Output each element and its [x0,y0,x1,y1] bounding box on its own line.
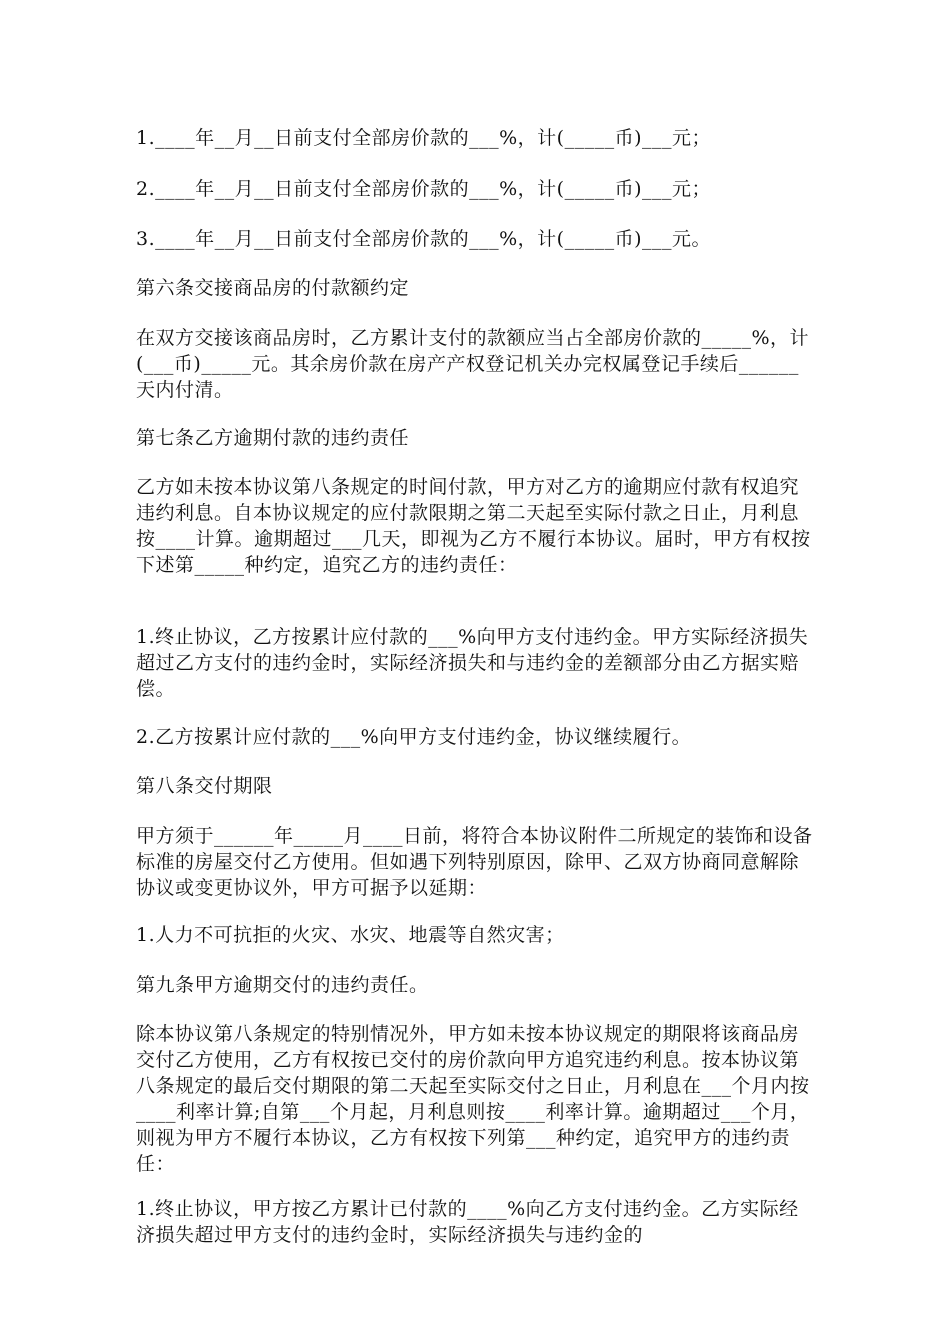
article-9-option-1: 1.终止协议，甲方按乙方累计已付款的____%向乙方支付违约金。乙方实际经济损失超过甲方支付的违约金时，实际经济损失与违约金的 [136,1198,799,1246]
article-7-body: 乙方如未按本协议第八条规定的时间付款，甲方对乙方的逾期应付款有权追究违约利息。自本协议规定的应付款限期之第二天起至实际付款之日止，月利息按____计算。逾期超过___几天，即视为乙方不履行本协议。届时，甲方有权按下述第_____种约定，追究乙方的违约责任： [136,476,811,576]
article-8-body: 甲方须于______年_____月____日前，将符合本协议附件二所规定的装饰和设备标准的房屋交付乙方使用。但如遇下列特别原因，除甲、乙双方协商同意解除协议或变更协议外，甲方可据予以延期： [136,825,813,899]
payment-item-2: 2.____年__月__日前支付全部房价款的___%，计(_____币)___元； [136,178,712,200]
article-9-heading: 第九条甲方逾期交付的违约责任。 [136,974,429,996]
payment-item-1: 1.____年__月__日前支付全部房价款的___%，计(_____币)___元； [136,127,712,149]
article-8-heading: 第八条交付期限 [136,775,273,797]
article-7-heading: 第七条乙方逾期付款的违约责任 [136,427,410,449]
article-7-option-2: 2.乙方按累计应付款的___%向甲方支付违约金，协议继续履行。 [136,726,692,748]
payment-item-3: 3.____年__月__日前支付全部房价款的___%，计(_____币)___元。 [136,228,712,250]
article-9-body: 除本协议第八条规定的特别情况外，甲方如未按本协议规定的期限将该商品房交付乙方使用，乙方有权按已交付的房价款向甲方追究违约利息。按本协议第八条规定的最后交付期限的第二天起至实际交付之日止，月利息在___个月内按____利率计算;自第___个月起，月利息则按____利率计算。逾期超过___个月，则视为甲方不履行本协议，乙方有权按下列第___种约定，追究甲方的违约责任： [136,1023,810,1175]
article-8-item-1: 1.人力不可抗拒的火灾、水灾、地震等自然灾害； [136,924,565,946]
article-6-heading: 第六条交接商品房的付款额约定 [136,277,410,299]
article-7-option-1: 1.终止协议，乙方按累计应付款的___%向甲方支付违约金。甲方实际经济损失超过乙方支付的违约金时，实际经济损失和与违约金的差额部分由乙方据实赔偿。 [136,626,809,700]
article-6-body: 在双方交接该商品房时，乙方累计支付的款额应当占全部房价款的_____%，计(___币)_____元。其余房价款在房产产权登记机关办完权属登记手续后______天内付清。 [136,327,810,401]
